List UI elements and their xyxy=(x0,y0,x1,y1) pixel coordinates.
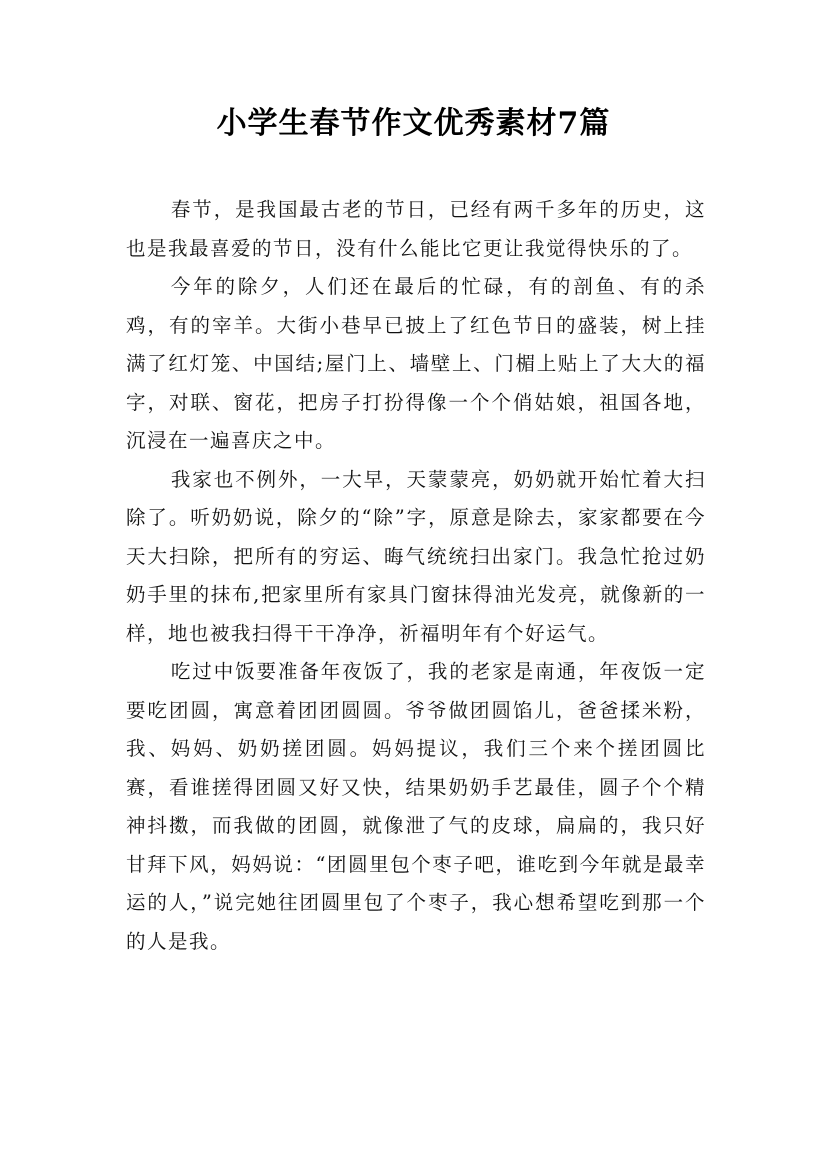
document-body xyxy=(126,191,706,961)
paragraph-4: 吃过中饭要准备年夜饭了，我的老家是南通，年夜饭一定要吃团圆，寓意着团团圆圆。爷爷做团圆馅儿，爸爸揉米粉，我、妈妈、奶奶搓团圆。妈妈提议，我们三个来个搓团圆比赛，看谁搓得团圆又好又快，结果奶奶手艺最佳，圆子个个精神抖擞，而我做的团圆，就像泄了气的皮球，扁扁的，我只好甘拜下风，妈妈说：“团圆里包个枣子吧，谁吃到今年就是最幸运的人，”说完她往团圆里包了个枣子，我心想希望吃到那一个的人是我。 xyxy=(126,660,706,953)
document-title: 小学生春节作文优秀素材7篇 xyxy=(216,106,611,141)
paragraph-1: 春节，是我国最古老的节日，已经有两千多年的历史，这也是我最喜爱的节日，没有什么能比它更让我觉得快乐的了。 xyxy=(126,198,706,260)
paragraph-3: 我家也不例外，一大早，天蒙蒙亮，奶奶就开始忙着大扫除了。听奶奶说，除夕的“除”字，原意是除去，家家都要在今天大扫除，把所有的穷运、晦气统统扫出家门。我急忙抢过奶奶手里的抹布,把家里所有家具门窗抹得油光发亮，就像新的一样，地也被我扫得干干净净，祈福明年有个好运气。 xyxy=(126,467,706,645)
paragraph-2: 今年的除夕，人们还在最后的忙碌，有的剖鱼、有的杀鸡，有的宰羊。大街小巷早已披上了红色节日的盛装，树上挂满了红灯笼、中国结;屋门上、墙壁上、门楣上贴上了大大的福字，对联、窗花，把房子打扮得像一个个俏姑娘，祖国各地，沉浸在一遍喜庆之中。 xyxy=(126,275,706,452)
